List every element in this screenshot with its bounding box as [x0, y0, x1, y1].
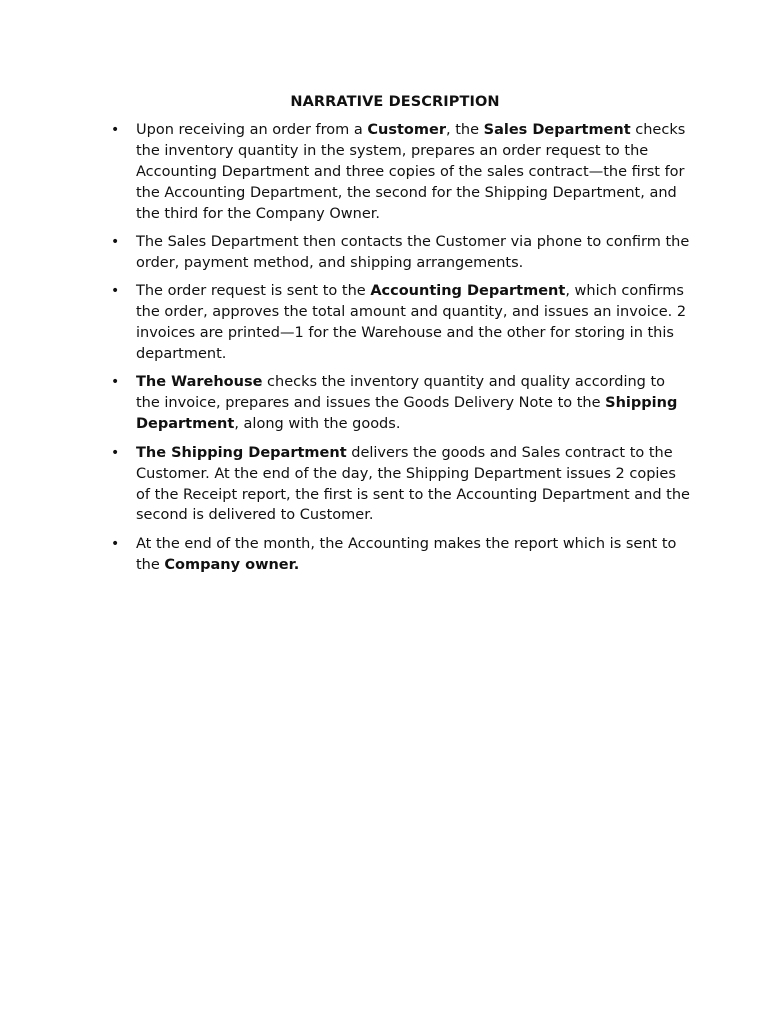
- narrative-list-item: [111, 443, 691, 527]
- bullet-icon: •: [111, 283, 120, 300]
- bullet-icon: •: [111, 234, 120, 251]
- list-item-text: [136, 374, 677, 432]
- list-item-text: [136, 234, 689, 271]
- list-item-text: [136, 445, 690, 524]
- bullet-icon: •: [111, 122, 120, 138]
- document-title: NARRATIVE DESCRIPTION: [290, 94, 500, 110]
- list-item-text: [136, 283, 686, 362]
- text-segment: checks the inventory quantity and quality according to the invoice, prepares and issues the Goods Delivery Note to the: [136, 374, 666, 412]
- text-segment: Upon receiving an order from a: [136, 122, 368, 138]
- narrative-list-item: [111, 534, 691, 576]
- text-segment: , the: [446, 122, 484, 138]
- text-segment: checks the inventory quantity in the system, prepares an order request to the Accounting Department and three copies of the sales contract—the first for the Accounting Department, the second for the Shipping Department, and the third for the Company Owner.: [136, 122, 686, 222]
- narrative-list: [111, 120, 691, 583]
- text-segment: delivers the goods and Sales contract to the Customer. At the end of the day, the Shipping Department issues 2 copies of the Receipt report, the first is sent to the Accounting Department and the second is delivered to Customer.: [136, 444, 690, 524]
- bold-text-segment: Accounting Department: [370, 283, 566, 300]
- text-segment: At the end of the month, the Accounting makes the report which is sent to the: [136, 535, 677, 573]
- text-segment: The order request is sent to the: [136, 283, 371, 300]
- narrative-list-item: [111, 232, 691, 274]
- text-segment: The Sales Department then contacts the Customer via phone to confirm the order, payment method, and shipping arrangements.: [136, 234, 690, 271]
- narrative-list-item: [111, 372, 691, 435]
- bold-text-segment: The Shipping Department: [136, 444, 347, 461]
- text-segment: , which confirms the order, approves the total amount and quantity, and issues an invoice. 2 invoices are printed—1 for the Warehouse and the other for storing in this department.: [136, 283, 687, 363]
- bold-text-segment: Shipping Department: [136, 395, 678, 433]
- bullet-icon: •: [111, 535, 120, 552]
- list-item-text: [136, 536, 676, 573]
- list-item-text: [136, 122, 685, 222]
- bullet-icon: •: [111, 374, 120, 391]
- bold-text-segment: The Warehouse: [136, 374, 263, 391]
- narrative-list-item: [111, 120, 691, 225]
- bullet-icon: •: [111, 444, 120, 461]
- bold-text-segment: Sales Department: [483, 122, 631, 138]
- text-segment: , along with the goods.: [234, 416, 401, 433]
- bold-text-segment: Customer: [367, 122, 446, 138]
- bold-text-segment: Company owner.: [164, 556, 300, 573]
- narrative-list-item: [111, 281, 691, 365]
